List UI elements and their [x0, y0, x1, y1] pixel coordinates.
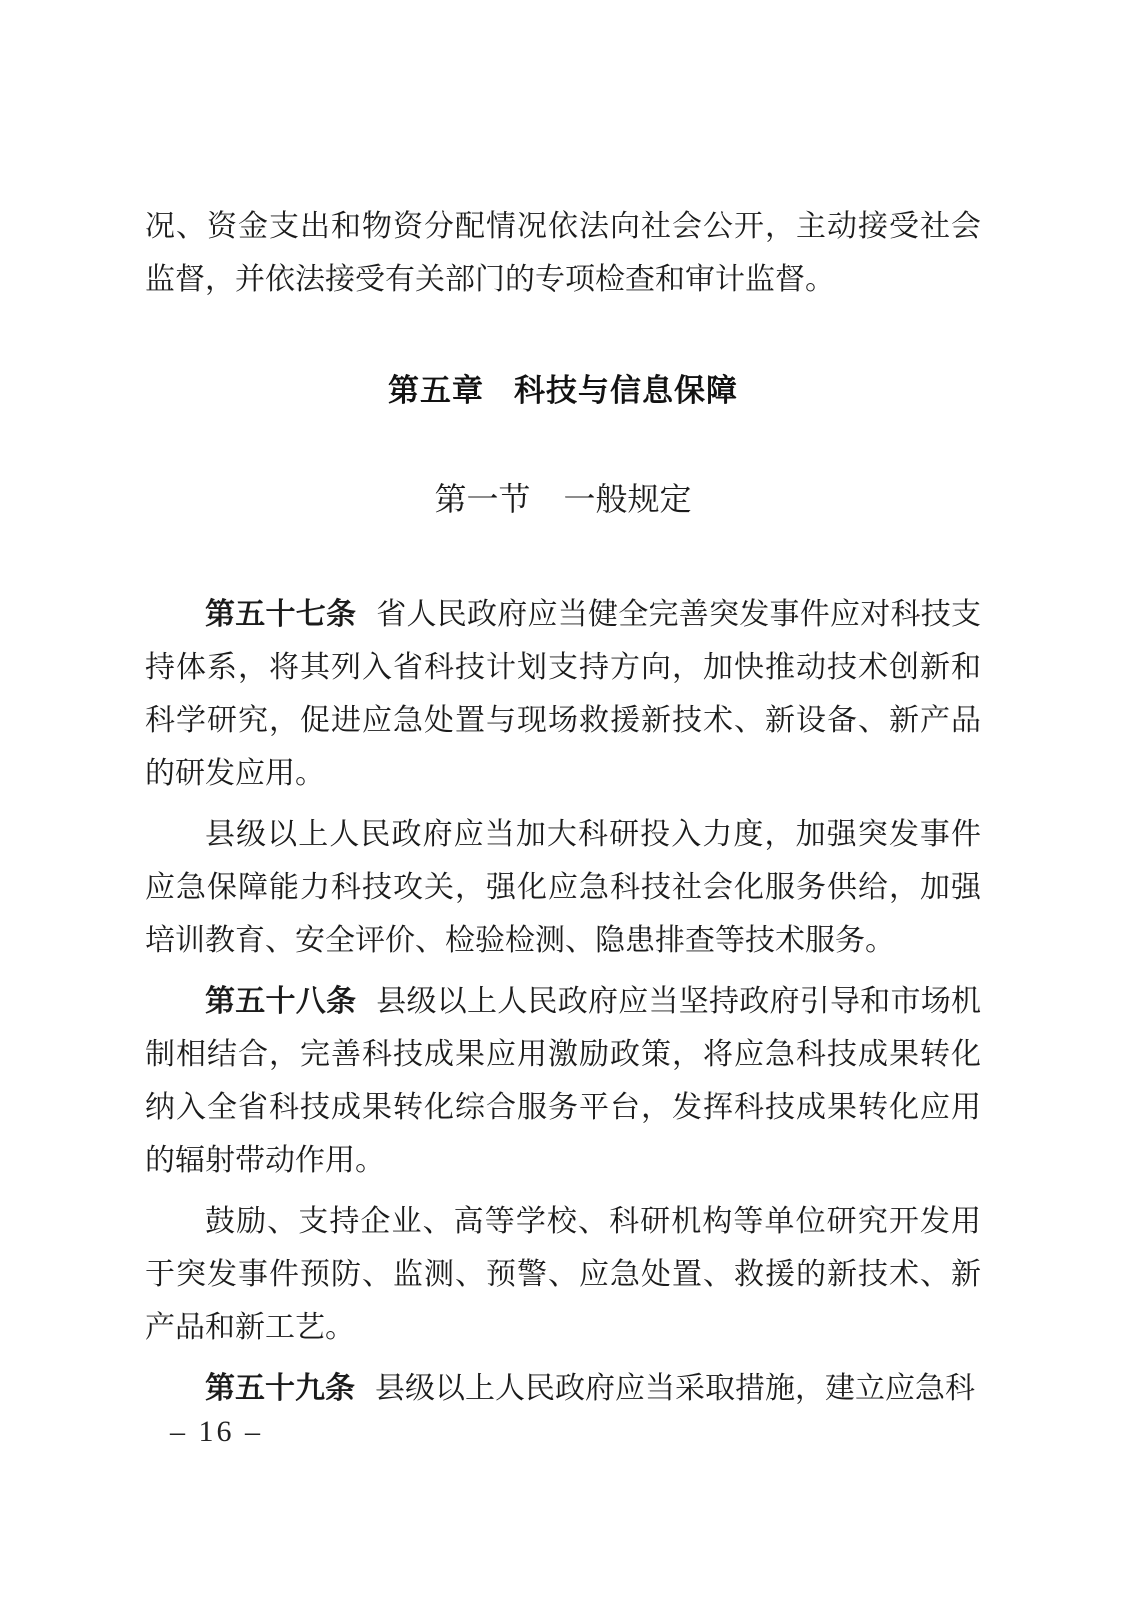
page-content	[145, 200, 981, 1423]
article-57-text: 省人民政府应当健全完善突发事件应对科技支持体系，将其列入省科技计划支持方向，加快推动技术创新和科学研究，促进应急处置与现场救援新技术、新设备、新产品的研发应用。	[145, 598, 981, 790]
section-title: 一般规定	[563, 481, 692, 517]
chapter-heading	[145, 364, 981, 417]
section-number: 第一节	[434, 481, 531, 517]
page-number: – 16 –	[170, 1415, 263, 1448]
chapter-title: 科技与信息保障	[514, 373, 738, 408]
article-58-paragraph-1	[145, 975, 981, 1187]
article-59-text: 县级以上人民政府应当采取措施，建立应急科	[375, 1372, 975, 1405]
article-58-text: 县级以上人民政府应当坚持政府引导和市场机制相结合，完善科技成果应用激励政策，将应急科技成果转化纳入全省科技成果转化综合服务平台，发挥科技成果转化应用的辐射带动作用。	[145, 985, 981, 1177]
chapter-number: 第五章	[388, 373, 484, 408]
article-57-paragraph-2: 县级以上人民政府应当加大科研投入力度，加强突发事件应急保障能力科技攻关，强化应急科技社会化服务供给，加强培训教育、安全评价、检验检测、隐患排查等技术服务。	[145, 818, 981, 957]
article-59-number: 第五十九条	[205, 1372, 355, 1405]
section-heading	[145, 473, 981, 526]
paragraph-continuation: 况、资金支出和物资分配情况依法向社会公开，主动接受社会监督，并依法接受有关部门的专项检查和审计监督。	[145, 210, 981, 296]
article-58-paragraph-2: 鼓励、支持企业、高等学校、科研机构等单位研究开发用于突发事件预防、监测、预警、应急处置、救援的新技术、新产品和新工艺。	[145, 1205, 981, 1344]
article-57-number: 第五十七条	[205, 598, 357, 631]
article-57-paragraph-1	[145, 588, 981, 800]
article-58-number: 第五十八条	[205, 985, 357, 1018]
article-59-paragraph-1	[145, 1362, 981, 1415]
